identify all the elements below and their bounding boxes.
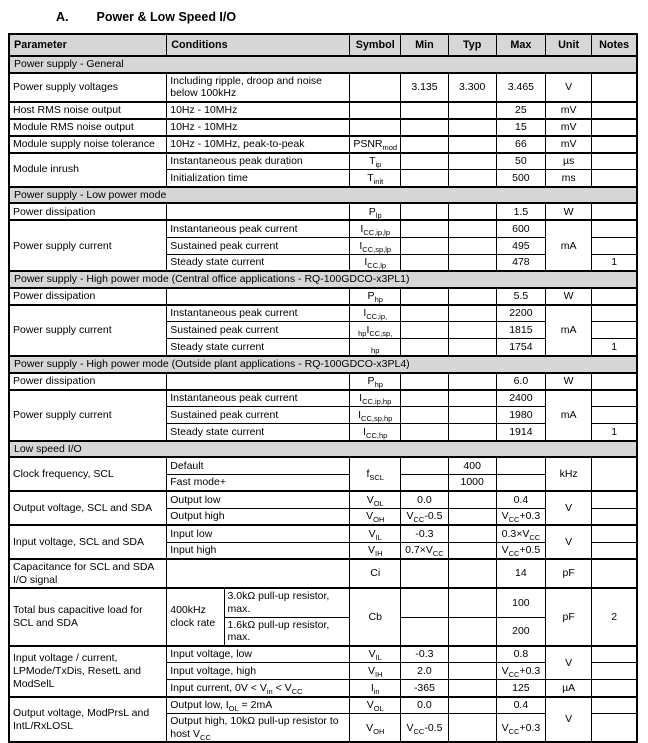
section-row <box>9 271 637 288</box>
cell-min: $V_{CC}-0.5$ <box>401 508 448 525</box>
table-row <box>9 646 637 663</box>
cell-symbol: $I_{CC,sp,hp}$ <box>350 407 401 424</box>
cell-notes <box>592 322 637 339</box>
section-row <box>9 56 637 73</box>
cell-max: 2200 <box>496 305 545 322</box>
cell-max: 66 <box>496 136 545 153</box>
cell-min <box>401 474 448 491</box>
cell-parameter: Power dissipation <box>9 203 167 220</box>
cell-conditions-sub: 3.0kΩ pull-up resistor, max. <box>224 588 350 617</box>
cell-conditions: 10Hz - 10MHz <box>167 102 350 119</box>
cell-parameter: Input voltage, SCL and SDA <box>9 525 167 559</box>
table-row <box>9 457 637 474</box>
cell-conditions: Instantaneous peak current <box>167 305 350 322</box>
cell-notes: 1 <box>592 424 637 441</box>
cell-conditions: Default <box>167 457 350 474</box>
cell-typ <box>448 305 496 322</box>
cell-unit: pF <box>546 559 592 588</box>
cell-conditions: Instantaneous peak current <box>167 220 350 237</box>
cell-min <box>401 102 448 119</box>
cell-symbol: $T_{init}$ <box>350 170 401 187</box>
cell-conditions: Output high, 10kΩ pull-up resistor to host $V_{CC}$ <box>167 714 350 743</box>
cell-symbol: $I_{CC,lp}$ <box>350 254 401 271</box>
cell-conditions: Steady state current <box>167 424 350 441</box>
cell-parameter: Module inrush <box>9 153 167 187</box>
cell-min <box>401 237 448 254</box>
cell-typ: 3.300 <box>448 73 496 102</box>
section-title-text: Power & Low Speed I/O <box>96 10 237 24</box>
cell-min <box>401 339 448 356</box>
cell-notes <box>592 680 637 697</box>
cell-min: $0.7\times V_{CC}$ <box>401 542 448 559</box>
cell-symbol: $V_{OH}$ <box>350 714 401 743</box>
cell-typ <box>448 136 496 153</box>
cell-notes <box>592 525 637 542</box>
cell-min <box>401 588 448 617</box>
cell-typ <box>448 588 496 617</box>
cell-min: 0.0 <box>401 491 448 508</box>
section-label: Low speed I/O <box>9 441 637 458</box>
cell-conditions: Fast mode+ <box>167 474 350 491</box>
cell-typ <box>448 525 496 542</box>
cell-conditions: Input high <box>167 542 350 559</box>
section-label: Power supply - General <box>9 56 637 73</box>
cell-notes <box>592 170 637 187</box>
table-row <box>9 220 637 237</box>
cell-symbol <box>350 102 401 119</box>
cell-notes: 1 <box>592 339 637 356</box>
table-row <box>9 136 637 153</box>
cell-unit: mV <box>546 102 592 119</box>
cell-min <box>401 136 448 153</box>
cell-min <box>401 457 448 474</box>
column-header-parameter: Parameter <box>9 34 167 56</box>
cell-conditions: 400kHz clock rate <box>167 588 224 645</box>
cell-conditions: Input voltage, low <box>167 646 350 663</box>
cell-typ <box>448 102 496 119</box>
cell-parameter: Module supply noise tolerance <box>9 136 167 153</box>
cell-max: 6.0 <box>496 373 545 390</box>
cell-notes <box>592 646 637 663</box>
cell-typ <box>448 322 496 339</box>
cell-max: $V_{CC}+0.3$ <box>496 508 545 525</box>
table-row <box>9 288 637 305</box>
cell-symbol <box>350 73 401 102</box>
cell-symbol: $V_{OL}$ <box>350 491 401 508</box>
cell-typ <box>448 339 496 356</box>
cell-parameter: Host RMS noise output <box>9 102 167 119</box>
cell-conditions: Output low, $I_{OL} = 2mA$ <box>167 697 350 714</box>
cell-unit: µA <box>546 680 592 697</box>
table-row <box>9 588 637 617</box>
cell-notes <box>592 508 637 525</box>
cell-max: $V_{CC}+0.3$ <box>496 663 545 680</box>
column-header-notes: Notes <box>592 34 637 56</box>
cell-max: 125 <box>496 680 545 697</box>
cell-min: 2.0 <box>401 663 448 680</box>
cell-parameter: Output voltage, ModPrsL and IntL/RxLOSL <box>9 697 167 743</box>
cell-symbol: $I_{CC,hp}$ <box>350 424 401 441</box>
section-title-index: A. <box>56 10 69 24</box>
cell-notes <box>592 237 637 254</box>
cell-symbol: $I_{CC,sp,lp}$ <box>350 237 401 254</box>
header-row <box>9 34 637 56</box>
cell-min: 0.0 <box>401 697 448 714</box>
table-row <box>9 390 637 407</box>
table-row <box>9 153 637 170</box>
cell-unit: pF <box>546 588 592 645</box>
cell-symbol: $_{hp}I_{CC,sp,}$ <box>350 322 401 339</box>
cell-unit: mV <box>546 136 592 153</box>
cell-notes <box>592 288 637 305</box>
cell-typ <box>448 170 496 187</box>
cell-typ: 1000 <box>448 474 496 491</box>
column-header-min: Min <box>401 34 448 56</box>
cell-notes <box>592 136 637 153</box>
cell-min <box>401 254 448 271</box>
cell-min: -0.3 <box>401 525 448 542</box>
cell-symbol: $I_{in}$ <box>350 680 401 697</box>
cell-symbol: $V_{IH}$ <box>350 663 401 680</box>
cell-min <box>401 305 448 322</box>
cell-min <box>401 220 448 237</box>
cell-conditions <box>167 559 350 588</box>
cell-max: $V_{CC}+0.3$ <box>496 714 545 743</box>
cell-conditions: Output high <box>167 508 350 525</box>
cell-conditions: Sustained peak current <box>167 237 350 254</box>
section-title <box>56 10 638 24</box>
column-header-max: Max <box>496 34 545 56</box>
cell-max: 200 <box>496 617 545 646</box>
cell-typ <box>448 407 496 424</box>
cell-conditions: Steady state current <box>167 254 350 271</box>
cell-typ <box>448 153 496 170</box>
cell-symbol: $PSNR_{mod}$ <box>350 136 401 153</box>
cell-typ <box>448 697 496 714</box>
cell-symbol: $P_{hp}$ <box>350 288 401 305</box>
cell-conditions: Including ripple, droop and noise below 100kHz <box>167 73 350 102</box>
table-row <box>9 373 637 390</box>
section-row <box>9 441 637 458</box>
cell-typ <box>448 646 496 663</box>
cell-parameter: Power dissipation <box>9 288 167 305</box>
cell-conditions: Output low <box>167 491 350 508</box>
cell-max: 495 <box>496 237 545 254</box>
cell-notes <box>592 102 637 119</box>
cell-unit: V <box>546 697 592 743</box>
cell-parameter: Total bus capacitive load for SCL and SDA <box>9 588 167 645</box>
cell-symbol: $P_{lp}$ <box>350 203 401 220</box>
cell-conditions: Input low <box>167 525 350 542</box>
section-label: Power supply - High power mode (Central office applications - RQ-100GDCO-x3PL1) <box>9 271 637 288</box>
cell-parameter: Power supply current <box>9 220 167 271</box>
cell-notes <box>592 714 637 743</box>
cell-conditions: Input voltage, high <box>167 663 350 680</box>
cell-conditions: Steady state current <box>167 339 350 356</box>
cell-unit: kHz <box>546 457 592 491</box>
cell-unit: V <box>546 73 592 102</box>
cell-conditions: 10Hz - 10MHz <box>167 119 350 136</box>
cell-parameter: Power supply voltages <box>9 73 167 102</box>
table-header <box>9 34 637 56</box>
cell-notes <box>592 373 637 390</box>
cell-max: 1815 <box>496 322 545 339</box>
table-body <box>9 56 637 742</box>
cell-symbol: Cb <box>350 588 401 645</box>
cell-min <box>401 119 448 136</box>
cell-min <box>401 203 448 220</box>
cell-notes <box>592 457 637 491</box>
cell-typ <box>448 508 496 525</box>
cell-typ <box>448 491 496 508</box>
cell-notes <box>592 390 637 407</box>
table-row <box>9 559 637 588</box>
cell-notes <box>592 119 637 136</box>
cell-notes: 2 <box>592 588 637 645</box>
cell-typ: 400 <box>448 457 496 474</box>
section-label: Power supply - High power mode (Outside plant applications - RQ-100GDCO-x3PL4) <box>9 356 637 373</box>
cell-typ <box>448 424 496 441</box>
cell-min: -0.3 <box>401 646 448 663</box>
column-header-conditions: Conditions <box>167 34 350 56</box>
section-row <box>9 187 637 204</box>
cell-min <box>401 407 448 424</box>
cell-parameter: Clock frequency, SCL <box>9 457 167 491</box>
cell-conditions: Instantaneous peak current <box>167 390 350 407</box>
table-row <box>9 119 637 136</box>
column-header-unit: Unit <box>546 34 592 56</box>
cell-min <box>401 170 448 187</box>
cell-notes <box>592 491 637 508</box>
column-header-typ: Typ <box>448 34 496 56</box>
cell-parameter: Power dissipation <box>9 373 167 390</box>
cell-typ <box>448 559 496 588</box>
cell-conditions <box>167 373 350 390</box>
cell-min: $V_{CC}-0.5$ <box>401 714 448 743</box>
cell-min <box>401 559 448 588</box>
cell-notes <box>592 559 637 588</box>
cell-symbol: $I_{CC,ip,}$ <box>350 305 401 322</box>
cell-unit: mA <box>546 390 592 441</box>
cell-max: 1.5 <box>496 203 545 220</box>
cell-min <box>401 322 448 339</box>
cell-max: 2400 <box>496 390 545 407</box>
cell-unit: V <box>546 525 592 559</box>
cell-symbol: $P_{hp}$ <box>350 373 401 390</box>
cell-symbol: Ci <box>350 559 401 588</box>
cell-notes <box>592 305 637 322</box>
cell-max: 478 <box>496 254 545 271</box>
cell-notes: 1 <box>592 254 637 271</box>
cell-notes <box>592 153 637 170</box>
cell-unit: mA <box>546 305 592 356</box>
cell-max: 15 <box>496 119 545 136</box>
cell-min <box>401 424 448 441</box>
cell-min <box>401 153 448 170</box>
cell-symbol: $T_{ip}$ <box>350 153 401 170</box>
cell-unit: mV <box>546 119 592 136</box>
cell-symbol: $f_{SCL}$ <box>350 457 401 491</box>
cell-max: $0.3\times V_{CC}$ <box>496 525 545 542</box>
cell-typ <box>448 237 496 254</box>
cell-min <box>401 390 448 407</box>
cell-typ <box>448 288 496 305</box>
cell-unit: µs <box>546 153 592 170</box>
cell-conditions: Initialization time <box>167 170 350 187</box>
cell-notes <box>592 697 637 714</box>
cell-typ <box>448 373 496 390</box>
cell-conditions <box>167 288 350 305</box>
cell-symbol <box>350 119 401 136</box>
cell-parameter: Capacitance for SCL and SDA I/O signal <box>9 559 167 588</box>
cell-max: 50 <box>496 153 545 170</box>
table-row <box>9 203 637 220</box>
cell-typ <box>448 390 496 407</box>
cell-max: 600 <box>496 220 545 237</box>
cell-typ <box>448 680 496 697</box>
cell-notes <box>592 73 637 102</box>
cell-notes <box>592 407 637 424</box>
cell-typ <box>448 254 496 271</box>
cell-parameter: Input voltage / current, LPMode/TxDis, ResetL and ModSelL <box>9 646 167 697</box>
cell-max: 100 <box>496 588 545 617</box>
cell-symbol: $I_{CC,ip,hp}$ <box>350 390 401 407</box>
cell-min <box>401 617 448 646</box>
column-header-symbol: Symbol <box>350 34 401 56</box>
cell-max: 0.8 <box>496 646 545 663</box>
cell-max <box>496 474 545 491</box>
cell-symbol: $V_{IL}$ <box>350 646 401 663</box>
cell-conditions: Sustained peak current <box>167 322 350 339</box>
cell-symbol: $V_{OL}$ <box>350 697 401 714</box>
cell-typ <box>448 714 496 743</box>
cell-unit: V <box>546 491 592 525</box>
cell-notes <box>592 220 637 237</box>
table-row <box>9 525 637 542</box>
cell-unit: W <box>546 203 592 220</box>
cell-min <box>401 373 448 390</box>
table-row <box>9 697 637 714</box>
cell-parameter: Power supply current <box>9 305 167 356</box>
cell-parameter: Module RMS noise output <box>9 119 167 136</box>
cell-max: 0.4 <box>496 491 545 508</box>
cell-symbol: $V_{IL}$ <box>350 525 401 542</box>
cell-unit: V <box>546 646 592 680</box>
table-row <box>9 491 637 508</box>
cell-symbol: $I_{CC,ip,lp}$ <box>350 220 401 237</box>
section-row <box>9 356 637 373</box>
cell-unit: W <box>546 373 592 390</box>
cell-min <box>401 288 448 305</box>
cell-typ <box>448 663 496 680</box>
cell-symbol: $V_{IH}$ <box>350 542 401 559</box>
cell-conditions: Sustained peak current <box>167 407 350 424</box>
section-label: Power supply - Low power mode <box>9 187 637 204</box>
cell-unit: W <box>546 288 592 305</box>
cell-max: 1914 <box>496 424 545 441</box>
cell-typ <box>448 542 496 559</box>
cell-max: 5.5 <box>496 288 545 305</box>
spec-table <box>8 33 638 743</box>
cell-min: 3.135 <box>401 73 448 102</box>
cell-max: 1980 <box>496 407 545 424</box>
cell-unit: mA <box>546 220 592 271</box>
cell-conditions: Input current, $0V < V_{in} < V_{CC}$ <box>167 680 350 697</box>
cell-parameter: Power supply current <box>9 390 167 441</box>
cell-symbol: hp <box>350 339 401 356</box>
table-row <box>9 73 637 102</box>
cell-typ <box>448 203 496 220</box>
cell-notes <box>592 663 637 680</box>
cell-typ <box>448 119 496 136</box>
cell-max: 3.465 <box>496 73 545 102</box>
cell-max: 14 <box>496 559 545 588</box>
table-row <box>9 305 637 322</box>
cell-max: 25 <box>496 102 545 119</box>
cell-max <box>496 457 545 474</box>
cell-max: 500 <box>496 170 545 187</box>
cell-conditions-sub: 1.6kΩ pull-up resistor, max. <box>224 617 350 646</box>
cell-parameter: Output voltage, SCL and SDA <box>9 491 167 525</box>
cell-conditions <box>167 203 350 220</box>
cell-conditions: Instantaneous peak duration <box>167 153 350 170</box>
cell-typ <box>448 220 496 237</box>
cell-conditions: 10Hz - 10MHz, peak-to-peak <box>167 136 350 153</box>
cell-max: 0.4 <box>496 697 545 714</box>
cell-max: 1754 <box>496 339 545 356</box>
table-row <box>9 102 637 119</box>
cell-min: -365 <box>401 680 448 697</box>
cell-notes <box>592 203 637 220</box>
cell-notes <box>592 542 637 559</box>
cell-unit: ms <box>546 170 592 187</box>
cell-max: $V_{CC}+0.5$ <box>496 542 545 559</box>
cell-typ <box>448 617 496 646</box>
cell-symbol: $V_{OH}$ <box>350 508 401 525</box>
